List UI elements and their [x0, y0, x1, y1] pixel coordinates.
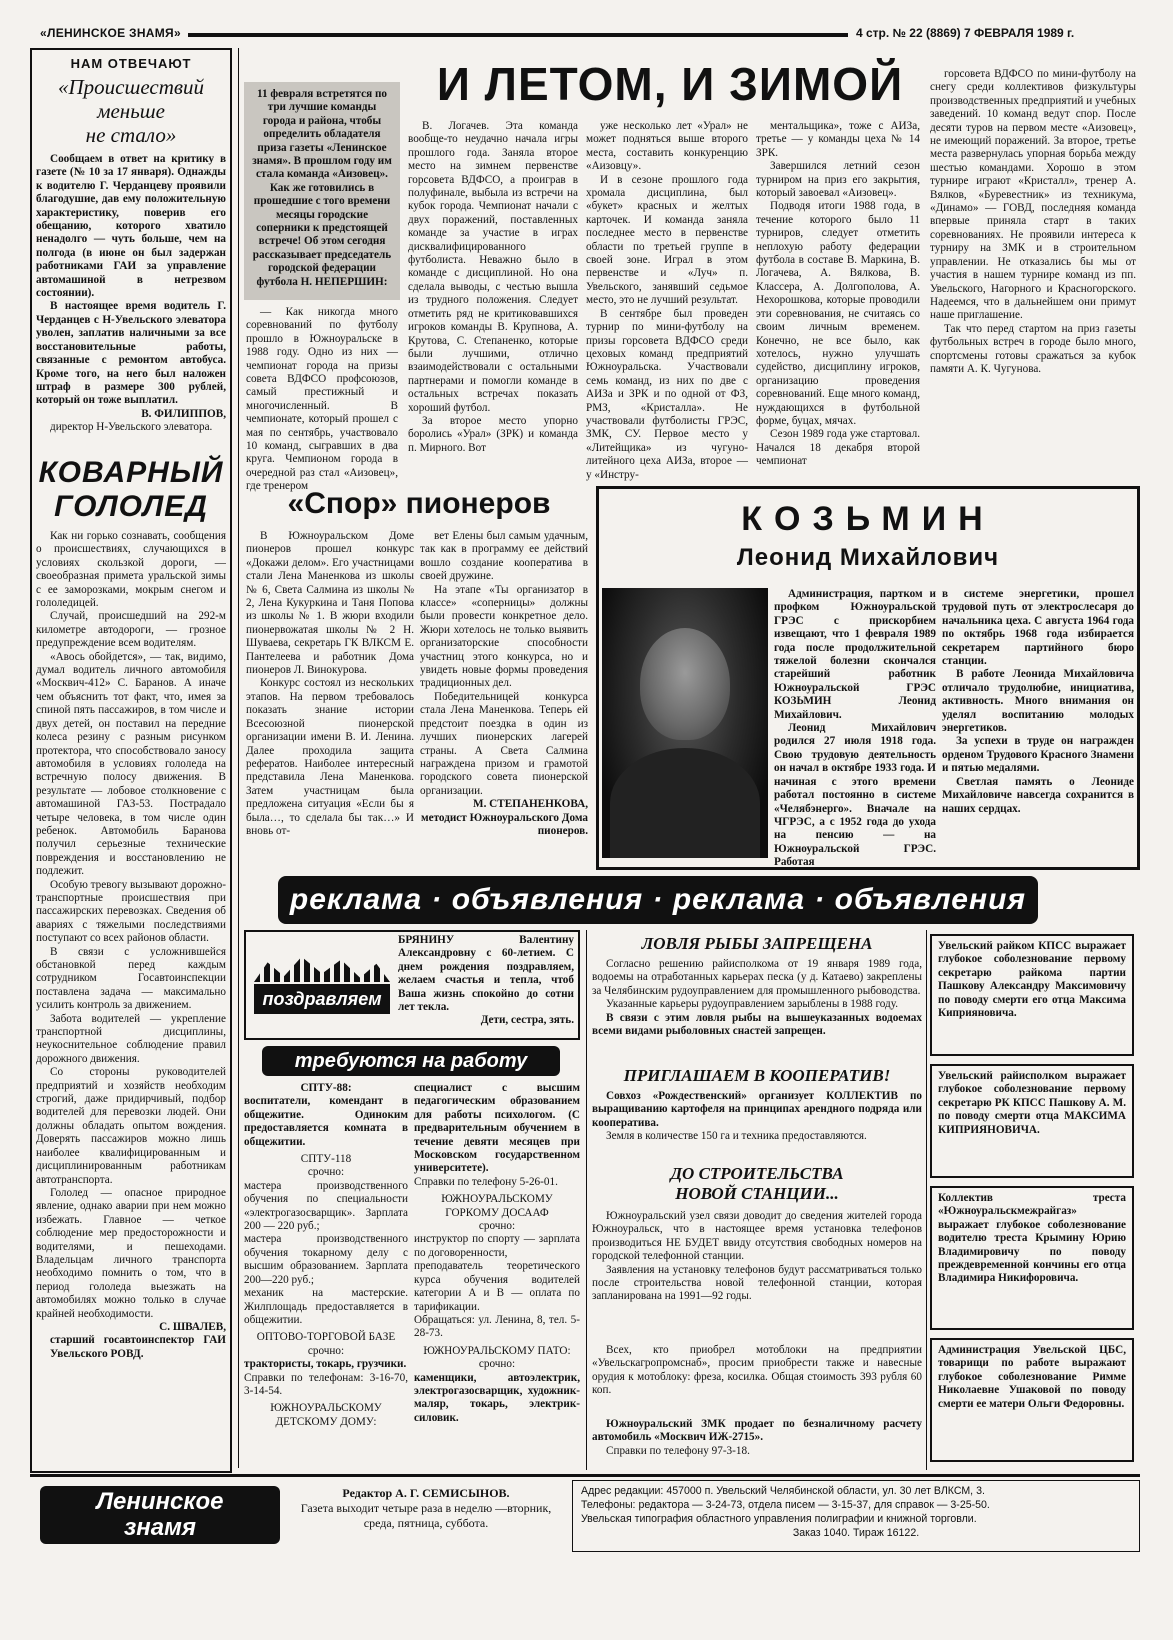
station-paragraph: Южноуральский узел связи доводит до сведения жителей города Южноуральск, что в настоящее время установка телефонов производиться НЕ БУДЕТ ввиду отсутствия свободных номеров на городской телефонной станции. [592, 1210, 922, 1263]
jobs-col-2 [414, 1082, 580, 1454]
jobs-heading: СПТУ-118 [300, 1153, 352, 1166]
ice-paragraph: Случай, происшедший на 292-м километре автодороги, — грозное предупреждение всем водителям. [36, 610, 226, 650]
congrats-text: БРЯНИНУ Валентину Александровну с 60-летием. С днем рождения поздравляем, желаем счастья и тепла, чтоб Ваша жизнь спокойно до сотни лет текла. [398, 934, 574, 1014]
footer-order: Заказ 1040. Тираж 16122. [792, 1527, 920, 1539]
reply-body [36, 153, 226, 435]
fishing-body [592, 958, 922, 1064]
football-paragraph: За второе место упорно боролись «Урал» (ЗРК) и команда п. Мирного. Вот [408, 414, 578, 454]
football-lead-box [244, 82, 400, 300]
congrats-label: поздравляем [254, 984, 390, 1014]
obituary-col-1 [774, 588, 936, 869]
footer-address-text [573, 1481, 1139, 1543]
football-paragraph: Подводя итоги 1988 года, в течение которого было 11 турниров, следует отметить неплохую работу федерации футбола в составе В. Маркина, В. Логачева, А. Вялкова, В. Классера, А. Долгополова, А. Нехорошкова, которые проводили эти соревнования, не считаясь со своим личным временем. Конечно, не все было, как хотелось, нужно улучшать судейство, дисциплину игроков, организацию проведения соревнований. Еще много команд, нуждающихся в футбольной форме, буцах, мячах. [756, 200, 920, 427]
zmk-paragraph: Южноуральский ЗМК продает по безналичному расчету автомобиль «Москвич ИЖ-2715». [592, 1418, 922, 1444]
portrait-photo [602, 588, 768, 858]
reply-title-line3: не стало» [85, 123, 177, 147]
congrats-signature: Дети, сестра, зять. [480, 1014, 574, 1027]
zmk-paragraph: Справки по телефону 97-3-18. [606, 1444, 750, 1457]
condolence-text: Коллектив треста «Южноуральскмежрайгаз» выражает глубокое соболезнование водителю треста Крымину Юрию Владимировичу по поводу преждевременной кончины его отца Владимира Никифоровича. [938, 1192, 1126, 1285]
ads-banner: реклама · объявления · реклама · объявления [278, 876, 1038, 924]
station-title-line1: ДО СТРОИТЕЛЬСТВА [670, 1164, 844, 1183]
jobs-text: мастера производственного обучения токарному делу с высшим образованием. Зарплата 200—220 руб.; [244, 1233, 408, 1286]
condolence-box [930, 1186, 1134, 1330]
obituary-paragraph: За успехи в труде он награжден орденом Трудового Красного Знамени и пятью медалями. [942, 735, 1134, 775]
obituary-surname: КОЗЬМИН [741, 500, 995, 538]
condolence-text: Увельский райисполком выражает глубокое соболезнование первому секретарю РК КПСС Пашкову А. М. по поводу смерти отца МАКСИМА КИПРИЯНОВИЧА. [938, 1070, 1126, 1136]
pioneers-headline: «Спор» пионеров [287, 487, 551, 520]
footer-address-box [572, 1480, 1140, 1552]
portrait-shoulders [610, 748, 760, 858]
football-paragraph: ментальщика», тоже с АИЗа, третье — у команды цеха № 14 ЗРК. [756, 120, 920, 159]
column-rule [926, 930, 927, 1470]
ice-title-line1: КОВАРНЫЙ [38, 456, 224, 489]
jobs-text: механик на мастерские. Жилплощадь предоставляется в общежитии. [244, 1287, 408, 1326]
fishing-paragraph: Указанные карьеры рудоуправлением зарыблены в 1988 году. [606, 998, 898, 1011]
footer-editor: Редактор А. Г. СЕМИСЫНОВ. [342, 1486, 510, 1500]
pioneers-signature: М. СТЕПАНЕНКОВА, [473, 798, 588, 811]
column-rule [586, 930, 587, 1470]
reply-title [36, 75, 226, 147]
column-rule [238, 48, 239, 1468]
football-paragraph: И в сезоне прошлого года хромала дисциплина, был «букет» красных и желтых карточек. И команда заняла последнее место в первенстве области по третьей группе в своей зоне. Играл в этом первенстве и «Луч» п. Увельского, занявший седьмое место, это не лучший результат. [586, 173, 748, 307]
jobs-text: каменщики, автоэлектрик, электрогазосварщик, художник-маляр, токарь, электрик-силовик. [414, 1371, 580, 1424]
pioneers-col-2 [420, 530, 588, 860]
reply-title-line2: меньше [97, 99, 165, 123]
reply-title-line1: «Происшествий [58, 75, 204, 99]
reply-signature-role: директор Н-Увельского элеватора. [50, 421, 213, 434]
pioneers-col-1 [246, 530, 414, 860]
pioneers-paragraph: вет Елены был самым удачным, так как в программу ее действий вошло создание кооператива в своей дружине. [420, 530, 588, 583]
pioneers-paragraph: На этапе «Ты организатор в классе» «соперницы» должны были провести конкретное дело. Жюри хотелось не только выявить организаторские способности участниц этого конкурса, но и увидеть новые формы проведения традиционных дел. [420, 583, 588, 690]
reply-paragraph: В настоящее время водитель Г. Черданцев с Н-Увельского элеватора уволен, заплатив наличными за все восстановительные работы, связанные с ремонтом автобуса. Кроме того, на него был наложен штраф в размере 300 рублей, который он тоже выплатил. [36, 300, 226, 407]
jobs-banner: требуются на работу [262, 1046, 560, 1076]
footer-rule [30, 1474, 1140, 1477]
jobs-heading: СПТУ-88: [300, 1082, 352, 1094]
coop-paragraph: Совхоз «Рождественский» организует КОЛЛЕКТИВ по выращиванию картофеля на принципах арендного подряда или кооператива. [592, 1090, 922, 1129]
reply-paragraph: Сообщаем в ответ на критику в газете (№ 10 за 17 января). Однажды к водителю Г. Черданцеву проявили благодушие, дав ему положительную характеристику, поверив его обещанию, которого хватило ненадолго — чуть больше, чем на полгода (в июне он был задержан работниками ГАИ за управление автомашиной в нетрезвом состоянии). [36, 153, 226, 300]
condolence-text: Администрация Увельской ЦБС, товарищи по работе выражают глубокое соболезнование Римме Николаевне Ушаковой по поводу смерти ее матери Ольги Федоровны. [938, 1344, 1126, 1410]
zmk-body [592, 1418, 922, 1462]
footer-logo [40, 1486, 280, 1544]
ice-paragraph: Особую тревогу вызывают дорожно-транспортные происшествия при пассажирских перевозках. Сведения об авариях с тяжелыми последствиями поступают со всех районов области. [36, 878, 226, 945]
motor-body [592, 1344, 922, 1404]
obituary-name: Леонид Михайлович [736, 544, 1000, 571]
jobs-text: инструктор по спорту — зарплата по договоренности, [414, 1233, 580, 1259]
football-paragraph: горсовета ВДФСО по мини-футболу на снегу среди коллективов физкультуры производственных предприятий и учебных заведений. 10 команд ведут спор. После десяти туров на первом месте «Аизовец», не имеющий поражений. За второе, третье места развернулась упорная борьба между шестью командами. Хорошо в этом турнире играют «Кристалл», тренер А. Вялков, «Буревестник» из техникума, «Динамо» — ГОВД, последняя команда впервые приняла старт в таких соревнованиях. Не проявили интереса к турниру на ЗМК и в строительном управлении. Не отказались бы мы от участия в нашем турнире команд из пп. Увельского, Нагорного и Красногорского. Надеемся, что в дальнейшем они примут наше приглашение. [930, 68, 1136, 322]
obituary-col-2 [942, 588, 1134, 860]
football-col-3 [586, 120, 748, 481]
ice-paragraph: В связи с усложнившейся обстановкой перед каждым сотрудником Госавтоинспекции поставлена задача — максимально усилить контроль за движением. [36, 945, 226, 1012]
footer-editorial [290, 1486, 562, 1531]
ice-title [36, 456, 226, 524]
ice-paragraph: Гололед — опасное природное явление, однако аварии при нем можно избежать. Главное — четкое соблюдение мер предосторожности и водителями, и пешеходами. Владельцам личного транспорта необходимо помнить о том, что в период гололеда выезжать на автомобилях можно только в случае крайней необходимости. [36, 1186, 226, 1320]
obituary-paragraph: Леонид Михайлович родился 27 июля 1918 года. Свою трудовую деятельность он начал в октябре 1933 года. И начиная с этого времени работал постоянно в системе «Челябэнерго». Вначале на ЧГРЭС, а с 1952 года до ухода на пенсию — на Южноуральской ГРЭС. Работая [774, 722, 936, 869]
fishing-paragraph: Согласно решению райисполкома от 19 января 1989 года, водоемы на отработанных карьерах песка (у д. Катаево) закреплены за Челябинским рудоуправлением для промышленного рыбоводства. [592, 958, 922, 997]
station-title [590, 1164, 924, 1204]
ice-signature-role: старший госавтоинспектор ГАИ Увельского РОВД. [50, 1334, 226, 1360]
condolence-box [930, 934, 1134, 1056]
jobs-text: Справки по телефону 5-26-01. [414, 1175, 558, 1188]
station-paragraph: Заявления на установку телефонов будут рассматриваться только после строительства новой телефонной станции, которая запланирована на 1991—92 годы. [592, 1263, 922, 1303]
coop-body [592, 1090, 922, 1154]
ice-article [36, 456, 226, 1361]
portrait-face [640, 628, 730, 740]
jobs-text: Справки по телефонам: 3-16-70, 3-14-54. [244, 1371, 408, 1397]
station-body [592, 1210, 922, 1320]
ice-paragraph: Как ни горько сознавать, сообщения о происшествиях, случающихся в условиях скользкой дороги, — своеобразная примета уральской зимы с ее заморозками, мокрым снегом и гололедицей. [36, 530, 226, 610]
jobs-text: воспитатели, комендант в общежитие. Одиноким предоставляется комната в общежитии. [244, 1095, 408, 1148]
jobs-sub: срочно: [307, 1166, 345, 1179]
obituary-paragraph: Администрация, партком и профком Южноуральской ГРЭС с прискорбием извещают, что 1 февраля 1989 года после продолжительной тяжелой болезни скончался старейший работник Южноуральской ГРЭС КОЗЬМИН Леонид Михайлович. [774, 588, 936, 721]
reply-article [36, 56, 226, 435]
condolence-box [930, 1338, 1134, 1462]
issue-info: 4 стр. № 22 (8869) 7 ФЕВРАЛЯ 1989 г. [856, 26, 1075, 40]
jobs-heading: ЮЖНОУРАЛЬСКОМУ ДЕТСКОМУ ДОМУ: [270, 1402, 382, 1428]
station-title-line2: НОВОЙ СТАНЦИИ... [675, 1184, 839, 1203]
reply-signature: В. ФИЛИППОВ, [141, 407, 226, 420]
reply-kicker: НАМ ОТВЕЧАЮТ [70, 56, 192, 71]
coop-paragraph: Земля в количестве 150 га и техника предоставляются. [606, 1130, 867, 1143]
jobs-text: преподаватель теоретического курса обучения водителей категории А и В — оплата по тарификации. [414, 1260, 580, 1313]
footer-schedule: Газета выходит четыре раза в неделю —вторник, среда, пятница, суббота. [300, 1501, 552, 1530]
congrats-body [398, 934, 574, 1036]
football-col-4 [756, 120, 920, 476]
ice-body [36, 530, 226, 1361]
jobs-heading: ЮЖНОУРАЛЬСКОМУ ПАТО: [423, 1344, 571, 1357]
pioneers-paragraph: Конкурс состоял из нескольких этапов. На первом требовалось показать знание истории Всесоюзной пионерской организации имени В. И. Ленина. Далее проходила защита рефератов. Наиболее интересный представила Лена Маненкова. Затем участницам была предложена ситуация «Если бы я была…, то сделала бы так…» И вновь от- [246, 677, 414, 837]
paper-name: «ЛЕНИНСКОЕ ЗНАМЯ» [40, 26, 181, 40]
fishing-paragraph: В связи с этим ловля рыбы на вышеуказанных водоемах всеми видами рыболовных снастей запрещен. [592, 1011, 922, 1038]
pioneers-paragraph: В Южноуральском Доме пионеров прошел конкурс «Докажи делом». Его участницами стали Лена Маненкова из школы № 6, Света Салмина из школы № 2, Лена Кукуркина и Таня Попова из школы № 1. В жюри входили пионервожатая школы № 2 Н. Шуваева, секретарь ГК ВЛКСМ Е. Пантелеева и работник Дома пионеров Л. Винокурова. [246, 530, 414, 677]
football-paragraph: Завершился летний сезон турниром на приз его закрытия, который завоевал «Аизовец». [756, 160, 920, 200]
football-paragraph: — Как никогда много соревнований по футболу прошло в Южноуральске в 1988 году. Одно из них — чемпионат города на призы совета ВДФСО профсоюзов, самый престижный и многочисленный. В чемпионате, который прошел с мая по сентябрь, участвовало 10 команд, сыгравших в два круга. Чемпионом города в очередной раз стал «Аизовец», где тренером [246, 306, 398, 493]
football-col-5 [930, 68, 1136, 476]
ice-paragraph: «Авось обойдется», — так, видимо, думал водитель личного автомобиля «Москвич-412» С. Баранов. А иначе чем объяснить тот факт, что, имея за спиной пять пассажиров, в том числе и двух детей, он поставил на передние колеса резину с разным рисунком протектора, что способствовало заносу автомобиля в условиях гололеда на встречную полосу движения. В результате — лобовое столкновение с автомашиной ГАЗ-53. Пострадало четыре человека, в том числе один ребенок. Автомобиль Баранова получил серьезные технические повреждения и восстановлению не подлежит. [36, 650, 226, 878]
obituary-paragraph: в системе энергетики, прошел трудовой путь от электрослесаря до начальника цеха. С августа 1964 года по октябрь 1968 года избирается секретарем партийного бюро станции. [942, 588, 1134, 668]
ice-title-line2: ГОЛОЛЕД [54, 490, 208, 523]
football-col-1 [246, 306, 398, 493]
football-headline: И ЛЕТОМ, И ЗИМОЙ [436, 58, 904, 110]
ice-paragraph: Забота водителей — укрепление транспортной дисциплины, неукоснительное соблюдение правил дорожного движения. [36, 1012, 226, 1065]
football-col-2 [408, 120, 578, 476]
jobs-text: Обращаться: ул. Ленина, 8, тел. 5-28-73. [414, 1313, 580, 1340]
football-paragraph: Сезон 1989 года уже стартовал. Начался 18 декабря второй чемпионат [756, 428, 920, 468]
obituary-paragraph: В работе Леонида Михайловича отличало трудолюбие, инициатива, активность. Много внимания он уделял воспитанию молодых энергетиков. [942, 668, 1134, 735]
pioneers-paragraph: Победительницей конкурса стала Лена Маненкова. Теперь ей предстоит поездка в один из лучших пионерских лагерей страны. А Света Салмина награждена призом и грамотой городского совета пионерской организации. [420, 690, 588, 797]
jobs-sub: срочно: [478, 1358, 516, 1371]
condolence-text: Увельский райком КПСС выражает глубокое соболезнование первому секретарю райкома партии Пашкову Александру Максимовичу по поводу смерти его отца Максима Киприяновича. [938, 940, 1126, 1020]
coop-title: ПРИГЛАШАЕМ В КООПЕРАТИВ! [623, 1066, 891, 1085]
footer-logo-line2: знамя [124, 1514, 196, 1541]
football-paragraph: уже несколько лет «Урал» не может подняться выше второго места, составить конкуренцию «Аизовцу». [586, 120, 748, 173]
jobs-sub: срочно: [307, 1344, 345, 1357]
football-paragraph: В сентябре был проведен турнир по мини-футболу на призы горсовета ВДФСО среди цеховых команд предприятий Южноуральска. Участвовали семь команд, из них по две с АИЗа и ЗРК и по одной от ФЗ, РМЗ, «Кристалла». Не участвовали футболисты ГРЭС, ЗМК, СУ. Первое место у «Литейщика» из чугуно-литейного цеха АИЗа, второе — у «Инстру- [586, 307, 748, 481]
jobs-heading: ОПТОВО-ТОРГОВОЙ БАЗЕ [256, 1331, 396, 1344]
ice-paragraph: Со стороны руководителей предприятий и хозяйств необходим строгий, даже придирчивый, подбор водителей для перевозки людей. Они должны обладать опытом вождения. Доверять пассажиров можно лишь наиболее квалифицированным и дисциплинированным работникам автотранспорта. [36, 1066, 226, 1186]
footer-printer: Увельская типография областного управления полиграфии и книжной торговли. [581, 1513, 977, 1525]
pioneers-signature-role: методист Южноуральского Дома пионеров. [421, 811, 588, 837]
jobs-heading: ЮЖНОУРАЛЬСКОМУ ГОРКОМУ ДОСААФ [441, 1193, 553, 1219]
fishing-title: ЛОВЛЯ РЫБЫ ЗАПРЕЩЕНА [641, 934, 873, 953]
jobs-text: трактористы, токарь, грузчики. [244, 1358, 407, 1371]
jobs-text: мастера производственного обучения по специальности «электрогазосварщик». Зарплата 200 — 220 руб.; [244, 1179, 408, 1233]
football-paragraph: В. Логачев. Эта команда вообще-то неудачно начала игры прошлого года. Заняла второе место на зимнем первенстве горсовета ВДФСО, а проиграв в полуфинале, выбыла из встречи на кубок города. Чемпионат начали с двух поражений, поставленных команде за участие в играх дисквалифицированного футболиста. Неважно было в команде с дисциплиной. Но она сделала выводы, с честью вышла из трудного положения. Следует отметить ряд не критиковавшихся игроков команды В. Крупнова, А. Крутова, С. Степаненко, которые были лучшими, отлично взаимодействовали с остальными партнерами и помогли команде в остальных встречах показать хороший футбол. [408, 120, 578, 414]
footer-logo-line1: Ленинское [96, 1488, 224, 1515]
football-paragraph: Так что перед стартом на приз газеты футбольных встреч в городе было много, спортсмены готовы сражаться за кубок памяти А. К. Чугунова. [930, 322, 1136, 375]
jobs-sub: срочно: [478, 1220, 516, 1233]
condolence-box [930, 1064, 1134, 1178]
ice-signature: С. ШВАЛЕВ, [159, 1320, 226, 1333]
masthead-rule [188, 33, 848, 37]
motor-paragraph: Всех, кто приобрел мотоблоки на предприятии «Увельскагропромснаб», просим приобрести также и навесные орудия к мотоблоку: фреза, косилка. Общая стоимость 393 рубля 60 коп. [592, 1344, 922, 1397]
jobs-col-1 [244, 1082, 408, 1454]
jobs-text: специалист с высшим педагогическим образованием для работы психологом. (С предварительным обучением в течение девяти месяцев при Московском государственном университете). [414, 1082, 580, 1175]
footer-address: Адрес редакции: 457000 п. Увельский Челябинской области, ул. 30 лет ВЛКСМ, 3. [581, 1485, 985, 1497]
obituary-paragraph: Светлая память о Леониде Михайловиче навсегда сохранится в наших сердцах. [942, 775, 1134, 815]
football-lead: 11 февраля встретятся по три лучшие команды города и района, чтобы определить обладателя приза газеты «Ленинское знамя». В прошлом году им стала команда «Аизовец». Как же готовились в прошедшие с того времени месяцы городские соперники к предстоящей встрече! Об этом сегодня рассказывает председатель городской федерации футбола Н. НЕПЕРШИН: [252, 88, 392, 288]
footer-phones: Телефоны: редактора — 3-24-73, отдела писем — 3-15-37, для справок — 3-25-50. [581, 1499, 990, 1511]
